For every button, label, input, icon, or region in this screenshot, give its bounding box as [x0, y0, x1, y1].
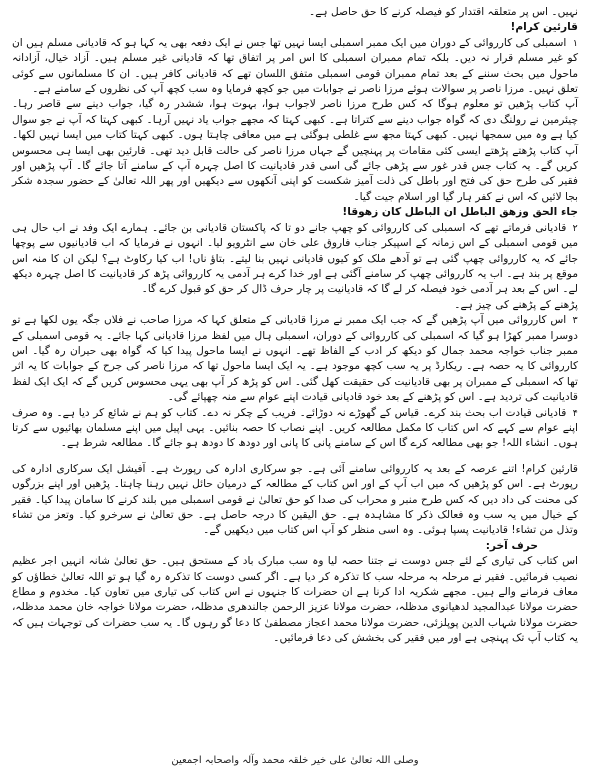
paragraph-spacer [12, 452, 578, 462]
arabic-verse: جاء الحق وزهق الباطل ان الباطل كان زهوقا! [342, 206, 578, 219]
paragraph-number: ۳ [572, 315, 578, 327]
body-paragraph: نہیں۔ اس پر متعلقہ اقتدار کو فیصلہ کرنے کا حق حاصل ہے۔ [308, 6, 578, 18]
numbered-paragraph [12, 36, 578, 98]
paragraph-number: ۴ [572, 407, 578, 419]
paragraph-number: ۱ [572, 37, 578, 49]
numbered-paragraph [12, 221, 578, 298]
body-paragraph: اس کتاب کی تیاری کے لئے جس دوست نے جتنا حصہ لیا وہ سب مبارک باد کے مستحق ہیں۔ حق تعالیٰ شانہ انہیں اجر عظیم نصیب فرمائیں۔ فقیر نے مرحلہ بہ مرحلہ سب کا تذکرہ کر دیا ہے۔ اگر کسی دوست کا تذکرہ رہ گیا ہو تو اللہ تعالیٰ خطاؤں کو معاف فرمانے والے ہیں۔ مجھے شکریہ ادا کرنا ہے ان حضرات کا جنہوں نے اس کتاب کی تیاری میں تعاون کیا۔ مخدوم و مطاع حضرت مولانا عبدالمجید لدھیانوی مدظلہ، حضرت مولانا عزیز الرحمن جالندھری مدظلہ، حضرت مولانا خواجہ خان محمد مدظلہ، حضرت مولانا شہاب الدین پوپلزئی، حضرت مولانا محمد اعجاز مصطفیٰ کا دعا گو رہوں گا۔ یہ سب حضرات کی توجہات ہیں کہ یہ کتاب آپ تک پہنچی ہے اور میں فقیر کی بخشش کی دعا فرمائیں۔ [12, 555, 578, 645]
paragraph-text: قادیانی قیادت اب بحث بند کرے۔ قیاس کے گھوڑے نہ دوڑائے۔ فریب کے چکر نہ دے۔ کتاب کو ہم نے شائع کر دیا ہے۔ وہ صرف اپنے عوام سے کہے کہ اس کتاب کا مکمل مطالعہ کریں۔ اپنے نصاب کا حصہ بنائیں۔ یہی اپیل میں اپنے مسلمان بھائیوں سے کرتا ہوں۔ انشاء اللہ! جو بھی مطالعہ کرے گا اس کے سامنے پانی کا پانی اور دودھ کا دودھ ہو جائے گا۔ مطالعہ شرط ہے۔ [12, 406, 578, 450]
body-paragraph: قارئین کرام! اتنے عرصہ کے بعد یہ کارروائی سامنے آئی ہے۔ جو سرکاری ادارہ کی رپورٹ ہے۔ آفیشل ایک سرکاری ادارہ کی رپورٹ ہے۔ اس کو پڑھیں کہ میں اب آپ کے اور اس کتاب کے مطالعہ کے درمیان حائل نہیں رہنا چاہتا۔ پڑھیں اور اپنے بزرگوں کی محنت کی داد دیں کہ کس طرح منبر و محراب کی صدا کو حق تعالیٰ نے قومی اسمبلی میں بلند کرنے کا سامان پیدا کیا۔ فقیر کے خیال میں یہ سب وہ فعالک ذکر کا مشاہدہ ہے۔ حق الیقین کا درجہ حاصل ہے۔ حق تعالیٰ نے سرخرو کیا۔ وتعز من تشاء وتذل من تشاء! قادیانیت پسپا ہوئی۔ وہ اسی منظر کو آپ اس کتاب میں دیکھیں گے۔ [12, 462, 578, 537]
body-paragraph: پڑھنے کے پڑھنے کی چیز ہے۔ [454, 298, 578, 311]
paragraph-text: اسمبلی کی کارروائی کے دوران میں ایک ممبر اسمبلی ایسا نہیں تھا جس نے ایک دفعہ بھی یہ کہا ہو کہ قادیانی مسلم ہیں ان کو غیر مسلم قرار نہ دیں۔ بلکہ تمام ممبران اسمبلی کا اس امر پر اتفاق تھا کہ قادیانی غیر مسلم ہیں۔ آزاد خیال، آزادانہ ماحول میں بحث سننے کے بعد تمام ممبران قومی اسمبلی متفق اللسان تھے کہ قادیانی کافر ہیں۔ ان کا مسلمانوں سے کوئی تعلق نہیں۔ مرزا ناصر پر سوالات ہوئے مرزا ناصر نے جوابات میں جو کچھ فرمایا وہ سب کچھ آپ کی نظروں کے سامنے ہے۔ [12, 36, 578, 96]
numbered-paragraph [12, 313, 578, 405]
closing-benediction: وصلی اللہ تعالیٰ علی خیر خلقہ محمد وآلہ واصحابہ اجمعین [171, 754, 419, 766]
section-heading: قارئین کرام! [510, 21, 578, 34]
paragraph-text: قادیانی فرماتے تھے کہ اسمبلی کی کارروائی کو چھپ جانے دو تا کہ پاکستان قادیانی بن جائے۔ ہمارے ایک وفد نے اب حال ہی میں قومی اسمبلی کے اس زمانہ کے اسپیکر جناب فاروق علی خان سے انٹرویو لیا۔ انہوں نے فرمایا کہ اب قادیانیوں سے پوچھا جائے کہ یہ کارروائی چھپ گئی ہے تو آدھے ملک کو کیوں قادیانی نہیں بنا لیتے۔ بتاؤ ناں! اب کیا رکاوٹ ہے؟ لیکن ان کا منہ اس موقع پر بند ہے۔ اب یہ کارروائی چھپ کر سامنے آگئی ہے اور خدا کرے ہر آدمی یہ کارروائی پڑھ کر قادیانیت کا اصل چہرہ دیکھ لے۔ اس کے بعد ہر آدمی خود فیصلہ کر لے گا کہ قادیانیت پر چار حرف ڈال کر حق کو قبول کرے گا۔ [12, 221, 578, 296]
body-paragraph: آپ کتاب پڑھیں تو معلوم ہوگا کہ کس طرح مرزا ناصر لاجواب ہوا، بہوت ہوا، ششدر رہ گیا، جواب دینے سے قاصر رہا۔ چیئرمین نے رولنگ دی کہ گواہ جواب دینے سے کتراتا ہے۔ کبھی کہتا کہ مجھے جواب یاد نہیں آرہا۔ کبھی کہتا کہ آپ نے جو سوال کیا ہے وہ میں سمجھا نہیں۔ کبھی کہتا مجھ سے غلطی ہوگئی ہے میں معافی چاہتا ہوں۔ کبھی کہتا کتاب میں ایسا نہیں لکھا۔ آپ کتاب پڑھتے پڑھتے ایسی کئی مقامات پر پہنچیں گے جہاں مرزا ناصر کی حالت قابل دید تھی۔ قارئین بھی ایسا ہی محسوس کریں گے۔ یہ کتاب جس قدر غور سے پڑھی جائے گی اسی قدر قادیانیت کا اصل چہرہ آپ کے سامنے آتا جائے گا۔ آپ پڑھیں اور فقیر کی طرح حق کی فتح اور باطل کی ذلت آمیز شکست کو اپنی آنکھوں سے دیکھیں اور پھر اللہ تعالیٰ کے حضور سجدہ شکر بجا لائیں کہ اس نے کفر ہار گیا اور اسلام جیت گیا۔ [12, 98, 578, 203]
document-body [12, 5, 578, 647]
section-subheading: حرف آخر: [485, 539, 538, 552]
numbered-paragraph [12, 406, 578, 452]
paragraph-number: ۲ [572, 222, 578, 234]
paragraph-text: اس کارروائی میں آپ پڑھیں گے کہ جب ایک ممبر نے مرزا قادیانی کے متعلق کہا کہ مرزا صاحب نے فلاں جگہ یوں لکھا ہے تو دوسرا ممبر کھڑا ہو گیا کہ اسمبلی کی کارروائی کے دوران، اسمبلی ہال میں لفظ مرزا قادیانی کہا جائے۔ یہ قومی اسمبلی کے ممبر جناب خواجہ محمد جمال کو دیکھ کر ادب کے الفاظ تھے۔ انہوں نے ایسا ماحول پیدا کیا کہ گواہ بھی حیران رہ گیا۔ اس کارروائی کا یہ حصہ ہے۔ ریکارڈ پر یہ سب کچھ موجود ہے۔ یہ ایک ایسا ماحول تھا کہ مرزا ناصر کی جرح کے جوابات کا یہ اثر تھا کہ اسمبلی کے ممبران پر بھی قادیانیت کی حقیقت کھل گئی۔ اس کو پڑھ کر آپ بھی یہی محسوس کریں گے کہ ایک ایک لفظ قادیانیت کی تردید ہے۔ اس کو پڑھنے کے بعد خود قادیانی قیادت اپنے عوام سے منہ چھپائے گی۔ [12, 314, 578, 404]
